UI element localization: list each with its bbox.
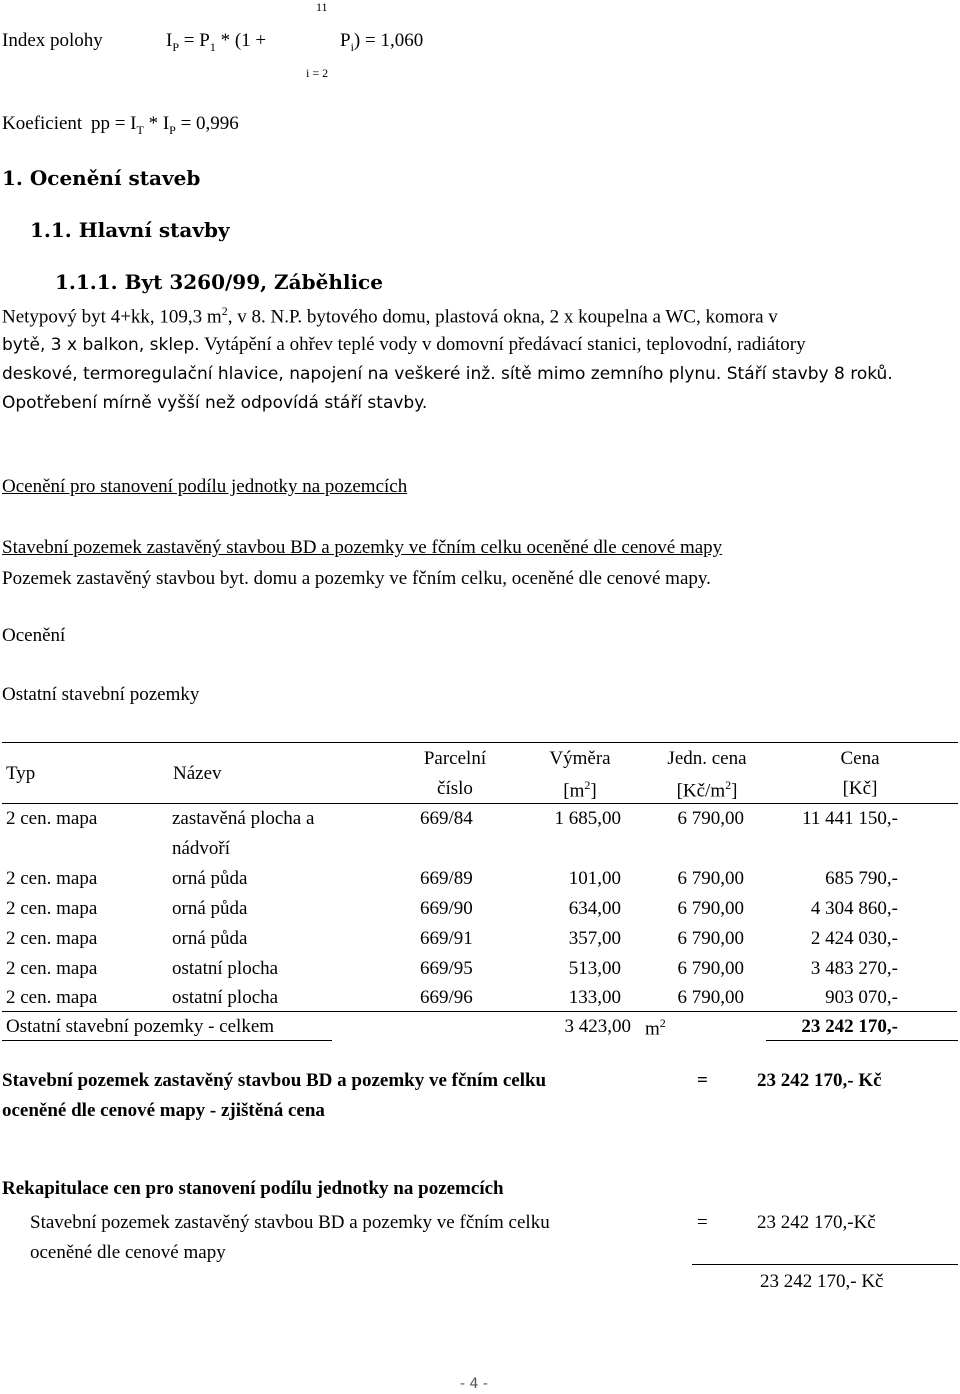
row-vymera: 357,00 (568, 928, 621, 949)
row-cena: 11 441 150,- (802, 808, 898, 829)
recap-sum-rule (692, 1264, 958, 1265)
index-polohy-label: Index polohy (2, 30, 103, 51)
header-parcelni: Parcelní (423, 748, 487, 769)
header-jedn-cena-unit: $[Kč/m^2]$ (676, 778, 738, 802)
row-typ: 2 cen. mapa (6, 898, 98, 919)
ostatni-label: Ostatní stavební pozemky (2, 684, 200, 705)
header-typ: Typ (6, 763, 36, 784)
row-vymera: 101,00 (568, 868, 621, 889)
summary-eq: = (697, 1070, 708, 1091)
description-line-4: Opotřebení mírně vyšší než odpovídá stáří stavby. (2, 393, 428, 413)
row-parcela: 669/90 (420, 898, 473, 919)
table-row (6, 898, 97, 920)
table-total-rule (2, 1011, 957, 1012)
row-vymera: 133,00 (568, 987, 621, 1008)
description-line-3: deskové, termoregulační hlavice, napojení na veškeré inž. sítě mimo zemního plynu. Stáří stavby 8 roků. (2, 364, 893, 384)
summary-line-2: oceněné dle cenové mapy - zjištěná cena (2, 1100, 325, 1121)
row-parcela: 669/89 (420, 868, 473, 889)
summary-value: 23 242 170,- Kč (757, 1070, 882, 1091)
index-polohy-result: $P_i) = 1,060$ (340, 30, 424, 54)
koeficient-formula: Koeficient pp = $I_T * I_P = 0,996$ (2, 113, 239, 137)
row-typ: 2 cen. mapa (6, 928, 98, 949)
row-cena: 685 790,- (825, 868, 898, 889)
row-nazev-cont: nádvoří (172, 838, 231, 859)
index-polohy-formula: $I_P = P_1 * (1$ + (166, 30, 267, 54)
header-cena-unit: [Kč] (842, 778, 878, 799)
row-jedn-cena: 6 790,00 (677, 987, 744, 1008)
table-row (6, 987, 97, 1009)
heading-oceneni-staveb: 1. Ocenění staveb (2, 166, 201, 190)
row-cena: 903 070,- (825, 987, 898, 1008)
total-underline-right (766, 1040, 958, 1041)
table-row (6, 808, 97, 830)
heading-byt: 1.1.1. Byt 3260/99, Záběhlice (55, 270, 383, 294)
total-label: Ostatní stavební pozemky - celkem (6, 1016, 275, 1037)
total-underline-left (2, 1040, 332, 1041)
row-jedn-cena: 6 790,00 (677, 928, 744, 949)
table-top-rule (2, 742, 958, 743)
header-nazev: Název (173, 763, 222, 784)
row-cena: 2 424 030,- (810, 928, 898, 949)
header-vymera: Výměra (549, 748, 611, 769)
row-parcela: 669/91 (420, 928, 473, 949)
row-jedn-cena: 6 790,00 (677, 808, 744, 829)
row-jedn-cena: 6 790,00 (677, 898, 744, 919)
heading-hlavni-stavby: 1.1. Hlavní stavby (30, 218, 230, 242)
total-area: 3 423,00 (564, 1016, 631, 1037)
row-typ: 2 cen. mapa (6, 987, 98, 1008)
row-typ: 2 cen. mapa (6, 868, 98, 889)
header-vymera-unit: $[m^2]$ (563, 778, 597, 802)
summary-line-1: Stavební pozemek zastavěný stavbou BD a pozemky ve fčním celku (2, 1070, 547, 1091)
row-typ: 2 cen. mapa (6, 958, 98, 979)
row-cena: 3 483 270,- (810, 958, 898, 979)
table-row (6, 958, 97, 980)
table-row (6, 928, 97, 950)
row-parcela: 669/84 (420, 808, 473, 829)
recap-eq: = (697, 1212, 708, 1233)
row-jedn-cena: 6 790,00 (677, 958, 744, 979)
recap-total: 23 242 170,- Kč (760, 1271, 884, 1292)
total-price: 23 242 170,- (801, 1016, 898, 1037)
row-nazev: orná půda (172, 928, 248, 949)
description-line-1: Netypový byt 4+kk, 109,3 $m^2$, v 8. N.P. bytového domu, plastová okna, 2 x koupelna a WC, komora v (2, 304, 778, 328)
table-header-rule (2, 803, 958, 804)
header-cislo: číslo (437, 778, 473, 799)
recap-item-line-2: oceněné dle cenové mapy (30, 1242, 226, 1263)
header-jedn-cena: Jedn. cena (667, 748, 747, 769)
page-number: - 4 - (460, 1376, 488, 1392)
row-parcela: 669/96 (420, 987, 473, 1008)
row-nazev: zastavěná plocha a (172, 808, 315, 829)
recap-item-line-1: Stavební pozemek zastavěný stavbou BD a pozemky ve fčním celku (30, 1212, 550, 1233)
row-jedn-cena: 6 790,00 (677, 868, 744, 889)
land-subtitle: Stavební pozemek zastavěný stavbou BD a pozemky ve fčním celku oceněné dle cenové mapy (2, 537, 723, 558)
total-unit: $m^2$ (645, 1016, 666, 1040)
row-nazev: ostatní plocha (172, 958, 279, 979)
row-vymera: 513,00 (568, 958, 621, 979)
oceneni-label: Ocenění (2, 625, 66, 646)
row-nazev: orná půda (172, 868, 248, 889)
recap-item-value: 23 242 170,-Kč (757, 1212, 876, 1233)
table-row (6, 868, 97, 890)
row-typ: 2 cen. mapa (6, 808, 98, 829)
row-cena: 4 304 860,- (810, 898, 898, 919)
sum-upper-limit: 11 (316, 0, 328, 14)
row-vymera: 634,00 (568, 898, 621, 919)
row-nazev: orná půda (172, 898, 248, 919)
row-vymera: 1 685,00 (554, 808, 621, 829)
sum-lower-limit: i = 2 (306, 66, 329, 80)
row-parcela: 669/95 (420, 958, 473, 979)
land-text: Pozemek zastavěný stavbou byt. domu a pozemky ve fčním celku, oceněné dle cenové mapy. (2, 568, 711, 589)
recap-title: Rekapitulace cen pro stanovení podílu jednotky na pozemcích (2, 1178, 504, 1199)
description-line-2: bytě, 3 x balkon, sklep. Vytápění a ohřev teplé vody v domovní předávací stanici, teplovodní, radiátory (2, 334, 806, 355)
land-section-title: Ocenění pro stanovení podílu jednotky na pozemcích (2, 476, 408, 497)
header-cena: Cena (840, 748, 880, 769)
row-nazev: ostatní plocha (172, 987, 279, 1008)
